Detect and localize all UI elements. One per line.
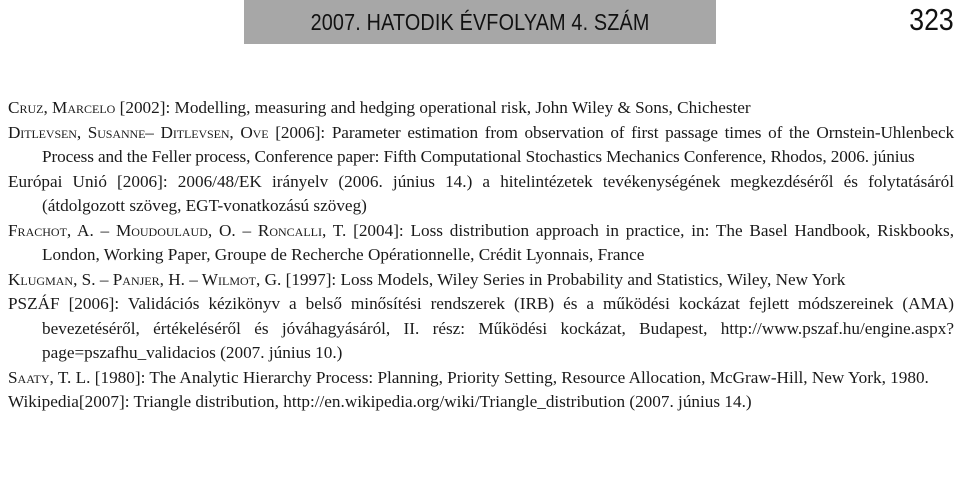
reference-text: Wikipedia[2007]: Triangle distribution, http://en.wikipedia.org/wiki/Triangle_distribution (2007. június 14.) [8,392,752,411]
journal-issue-title: 2007. HATODIK ÉVFOLYAM 4. SZÁM [310,8,650,35]
reference-item [8,366,954,391]
reference-item [8,292,954,366]
reference-text: [2006]: Parameter estimation from observation of first passage times of the Ornstein-Uhlenbeck Process and the Feller process, Conference paper: Fifth Computational Stochastics Mechanics Conference, Rhodos, 2006. június [42,122,954,166]
page-number: 323 [909,2,954,37]
reference-authors: Cruz, Marcelo [8,98,116,117]
reference-item [8,268,954,293]
reference-item [8,219,954,268]
reference-item [8,96,954,121]
running-header [244,0,716,44]
reference-authors: Ditlevsen, Susanne– Ditlevsen, Ove [8,122,269,142]
reference-authors: Frachot, A. – Moudoulaud, O. – Roncalli, T. [8,220,347,240]
reference-text: [1980]: The Analytic Hierarchy Process: Planning, Priority Setting, Resource Allocation, McGraw-Hill, New York, 1980. [90,367,929,387]
reference-item [8,170,954,219]
reference-text: [2004]: Loss distribution approach in practice, in: The Basel Handbook, Riskbooks, London, Working Paper, Groupe de Recherche Opérationnelle, Crédit Lyonnais, France [42,220,954,264]
reference-text: Európai Unió [2006]: 2006/48/EK irányelv (2006. június 14.) a hitelintézetek tevékenységének megkezdéséről és folytatásáról (átdolgozott szöveg, EGT-vonatkozású szöveg) [8,171,954,215]
reference-authors: Saaty, T. L. [8,367,91,387]
reference-authors: Klugman, S. – Panjer, H. – Wilmot, G. [8,269,282,289]
reference-item [8,390,954,415]
reference-text: [1997]: Loss Models, Wiley Series in Probability and Statistics, Wiley, New York [281,269,846,289]
reference-text: PSZÁF [2006]: Validációs kézikönyv a belső minősítési rendszerek (IRB) és a működési kockázat fejlett módszereinek (AMA) bevezetéséről, értékeléséről és jóváhagyásáról, II. rész: Működési kockázat, Budapest, http://www.pszaf.hu/engine.aspx?page=pszafhu_validacios (2007. június 10.) [8,294,954,362]
reference-text: [2002]: Modelling, measuring and hedging operational risk, John Wiley & Sons, Chichester [115,98,751,117]
reference-list [8,96,954,415]
reference-item [8,121,954,170]
